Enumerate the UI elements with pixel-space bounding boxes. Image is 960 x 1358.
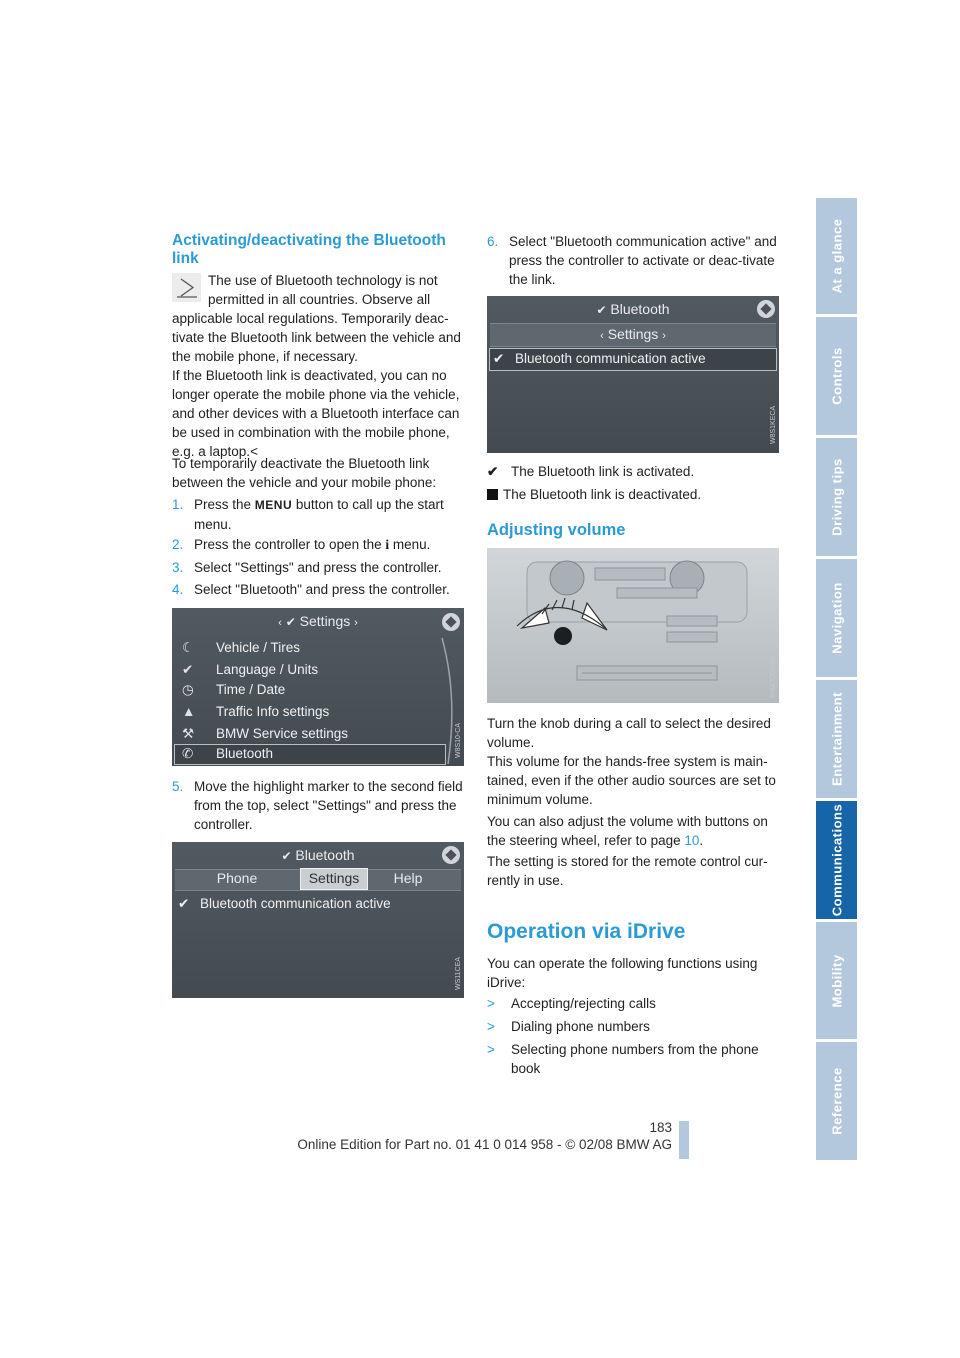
service-wrench-icon: ⚒	[182, 726, 195, 741]
checkmark-icon: ✔	[178, 896, 190, 911]
step-5	[172, 777, 470, 834]
bullet-item-3	[487, 1040, 785, 1078]
side-tab-label: Reference	[829, 1067, 844, 1135]
section-heading-bluetooth-link: Activating/deactivating the Bluetooth link	[172, 232, 446, 267]
page-link[interactable]: 10	[684, 833, 700, 848]
info-i-icon: i	[385, 537, 390, 552]
volume-paragraph-2: This volume for the hands-free system is main-tained, even if the other audio sources are set to minimum volume.	[487, 754, 776, 807]
option-label: Bluetooth communication active	[515, 351, 706, 366]
menu-item-label: Time / Date	[216, 682, 286, 697]
menu-item-bluetooth	[182, 743, 273, 764]
square-icon	[487, 489, 498, 500]
menu-item-vehicle-tires	[182, 637, 300, 658]
clock-icon: ◷	[182, 682, 194, 697]
side-tab-label: At a glance	[829, 218, 844, 294]
end-mark: <	[250, 444, 258, 459]
footer-edition: Online Edition for Part no. 01 41 0 014 958 - © 02/08 BMW AG	[297, 1137, 672, 1152]
step-4	[172, 580, 470, 599]
menu-key-icon: MENU	[254, 498, 293, 512]
side-tab-mobility[interactable]	[816, 922, 857, 1039]
tab-help: Help	[393, 870, 423, 886]
bullet-marker: >	[487, 996, 495, 1011]
footer-accent-bar	[679, 1121, 689, 1159]
status-text: The Bluetooth link is activated.	[511, 464, 695, 479]
menu-item-label: BMW Service settings	[216, 726, 349, 741]
step-6	[487, 232, 785, 289]
side-tab-label: Driving tips	[829, 458, 844, 536]
menu-item-label: Traffic Info settings	[216, 704, 330, 719]
step-number: 4.	[172, 582, 184, 597]
step-3	[172, 558, 470, 577]
idrive-intro: You can operate the following functions using iDrive:	[487, 956, 758, 990]
controller-icon	[442, 613, 460, 631]
side-tab-entertainment[interactable]	[816, 680, 857, 798]
tab-settings: Settings	[308, 870, 360, 886]
note-line-1: The use of Bluetooth technology is not	[208, 273, 438, 288]
screenshot-settings-menu	[172, 608, 464, 766]
note-paragraph-2	[172, 366, 470, 461]
screen-title: Bluetooth	[610, 301, 670, 317]
screen-title: Settings	[299, 613, 351, 629]
volume-paragraph-3	[487, 812, 785, 850]
bullet-item-1	[487, 994, 785, 1013]
step-text	[194, 495, 470, 534]
image-code: WS11CEA	[455, 957, 462, 990]
tab-phone: Phone	[216, 870, 258, 886]
checkmark-icon: ✔	[487, 464, 499, 479]
bullet-item-2	[487, 1017, 785, 1036]
settings-title-row: ‹ ✔ Settings ›	[278, 613, 358, 629]
step-text-pre: Press the	[194, 497, 252, 512]
volume-paragraph-1: Turn the knob during a call to select the desired volume.	[487, 716, 771, 750]
controller-icon	[442, 846, 460, 864]
intro-paragraph: To temporarily deactivate the Bluetooth link between the vehicle and your mobile phone:	[172, 456, 437, 490]
side-tab-label: Controls	[829, 347, 844, 405]
step-text: Move the highlight marker to the second field from the top, select "Settings" and press the controller.	[194, 779, 463, 832]
status-activated	[487, 462, 785, 481]
bullet-text: Dialing phone numbers	[511, 1019, 650, 1034]
image-code: W8S1KECA	[770, 405, 777, 444]
step-text: Select "Bluetooth" and press the controller.	[194, 582, 450, 597]
menu-item-time-date	[182, 679, 285, 700]
step-text-post: menu.	[392, 537, 431, 552]
section-heading-idrive: Operation via iDrive	[487, 920, 686, 943]
status-deactivated	[487, 485, 785, 504]
page-number: 183	[649, 1120, 672, 1135]
paragraph-text: You can also adjust the volume with buttons on the steering wheel, refer to page	[487, 814, 768, 848]
menu-item-language-units	[182, 659, 318, 680]
step-number: 3.	[172, 560, 184, 575]
step-number: 2.	[172, 537, 184, 552]
note-line-2: permitted in all countries. Observe all	[208, 292, 431, 307]
bluetooth-phone-icon: ✆	[182, 746, 194, 761]
side-tab-communications[interactable]	[816, 801, 857, 919]
step-2	[172, 535, 470, 554]
bullet-marker: >	[487, 1042, 495, 1057]
step-number: 1.	[172, 497, 184, 512]
checkmark-icon: ✔	[493, 351, 505, 366]
screenshot-bluetooth-settings	[487, 296, 779, 453]
menu-item-bmw-service	[182, 723, 348, 744]
screen-title: Bluetooth	[295, 847, 355, 863]
step-1	[172, 495, 470, 534]
car-tire-icon: ☾	[182, 640, 195, 655]
connect-icon: ✔	[281, 849, 292, 863]
side-tab-controls[interactable]	[816, 317, 857, 435]
image-code: W8A7002WA	[770, 656, 777, 698]
subtitle-row: ‹ Settings ›	[600, 326, 666, 342]
note-icon	[172, 273, 201, 302]
language-units-icon: ✔	[182, 662, 194, 677]
menu-item-label: Bluetooth	[216, 746, 274, 761]
bullet-text: Selecting phone numbers from the phone book	[511, 1042, 759, 1076]
menu-item-traffic-info	[182, 701, 329, 722]
note-paragraph-2-text: If the Bluetooth link is deactivated, you can no longer operate the mobile phone via the vehicle, and other devices with a Bluetooth interface can be used in combination with the mobile phone, e.g. a laptop.	[172, 368, 460, 459]
controller-icon	[757, 300, 775, 318]
side-tab-label: Navigation	[829, 582, 844, 654]
side-tab-navigation[interactable]	[816, 559, 857, 677]
bluetooth-title-row	[487, 301, 779, 317]
connect-icon: ✔	[596, 303, 607, 317]
bullet-text: Accepting/rejecting calls	[511, 996, 656, 1011]
option-bluetooth-active	[178, 893, 391, 914]
paragraph-end: .	[699, 833, 704, 848]
section-heading-adjusting-volume: Adjusting volume	[487, 521, 626, 539]
side-tab-reference[interactable]	[816, 1042, 857, 1160]
screen-subtitle: Settings	[607, 326, 659, 342]
note-rest: applicable local regulations. Temporarily deac-tivate the Bluetooth link between the vehicle and the mobile phone, if necessary.	[172, 311, 461, 364]
screenshot-bluetooth-tabs	[172, 842, 464, 998]
step-text-pre: Press the controller to open the	[194, 537, 382, 552]
step-number: 6.	[487, 234, 499, 249]
traffic-info-icon: ▲	[182, 704, 196, 719]
side-tab-label: Communications	[829, 803, 844, 917]
side-tab-driving-tips[interactable]	[816, 438, 857, 556]
step-text	[194, 535, 430, 554]
bluetooth-title-row	[172, 847, 464, 863]
image-volume-knob	[487, 548, 779, 703]
menu-item-label: Language / Units	[216, 662, 319, 677]
menu-item-label: Vehicle / Tires	[216, 640, 301, 655]
side-tab-label: Entertainment	[829, 692, 844, 786]
connect-icon: ✔	[285, 615, 296, 629]
knob-illustration	[487, 548, 779, 703]
side-tab-label: Mobility	[829, 953, 844, 1008]
volume-paragraph-4: The setting is stored for the remote control cur-rently in use.	[487, 854, 768, 888]
step-text: Select "Bluetooth communication active" and press the controller to activate or deac-tivate the link.	[509, 234, 777, 287]
bullet-marker: >	[487, 1019, 495, 1034]
option-label: Bluetooth communication active	[200, 896, 391, 911]
step-number: 5.	[172, 779, 184, 794]
step-text: Select "Settings" and press the controller.	[194, 560, 442, 575]
step-text-post: button to call up the start menu.	[194, 497, 444, 532]
status-text: The Bluetooth link is deactivated.	[503, 487, 702, 502]
image-code: W8S10-CA	[455, 722, 462, 758]
side-tab-at-a-glance[interactable]	[816, 198, 857, 314]
option-bluetooth-active	[493, 348, 706, 369]
